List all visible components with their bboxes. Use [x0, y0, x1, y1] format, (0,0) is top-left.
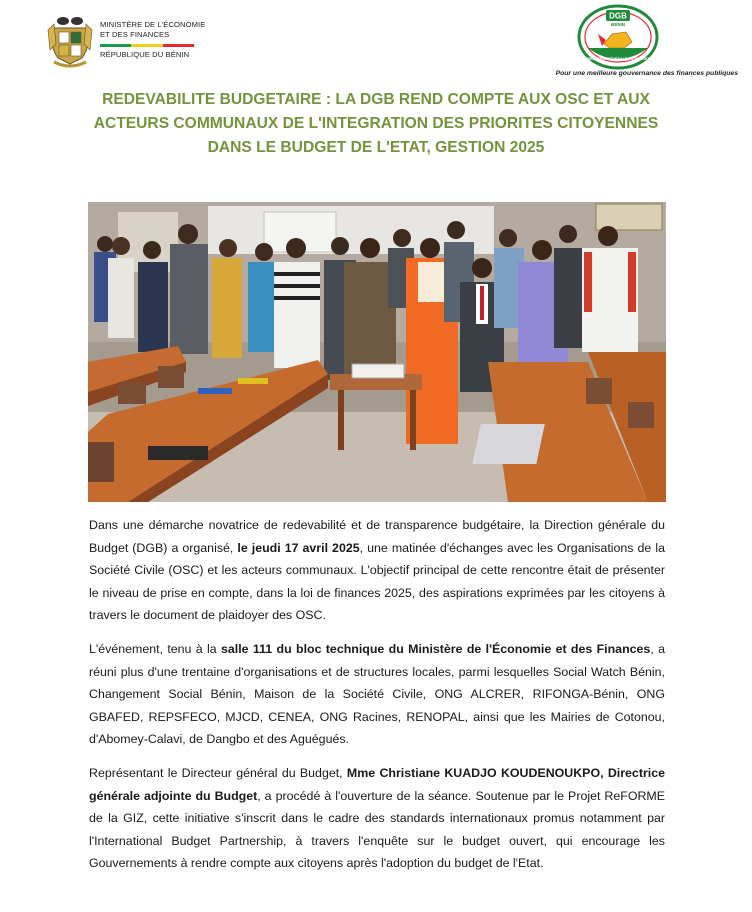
- event-photo: [88, 202, 666, 502]
- group-photo-image: [88, 202, 666, 502]
- paragraph-3: [89, 762, 665, 875]
- paragraph-3-text-a: Représentant le Directeur général du Budget,: [89, 765, 347, 780]
- ministry-name-line1: MINISTÈRE DE L'ÉCONOMIE: [100, 20, 206, 29]
- dgb-logo-arc-text: DIRECTION GÉNÉRALE DU BUDGET: [586, 57, 650, 61]
- article-body: [89, 514, 665, 886]
- ministry-block: [100, 20, 220, 60]
- ministry-name-line2: ET DES FINANCES: [100, 30, 170, 39]
- paragraph-1: [89, 514, 665, 627]
- paragraph-2: [89, 638, 665, 751]
- dgb-logo: [576, 4, 660, 70]
- article-title: REDEVABILITE BUDGETAIRE : LA DGB REND COMPTE AUX OSC ET AUX ACTEURS COMMUNAUX DE L'INTEGRATION DES PRIORITES CITOYENNES DANS LE BUDGET DE L'ETAT, GESTION 2025: [93, 91, 659, 156]
- paragraph-2-text-b: , a réuni plus d'une trentaine d'organisations et de structures locales, parmi lesquelles Social Watch Bénin, Changement Social Bénin, Maison de la Société Civile, ONG ALCRER, RIFONGA-Bénin, ONG GBAFED, REPSFECO, MJCD, CENEA, ONG Racines, RENOPAL, ainsi que les Mairies de Cotonou, d'Abomey-Calavi, de Dangbo et des Aguégués.: [89, 641, 665, 747]
- country-name: RÉPUBLIQUE DU BÉNIN: [100, 50, 190, 59]
- paragraph-2-text-a: L'événement, tenu à la: [89, 641, 221, 656]
- event-date: le jeudi 17 avril 2025: [237, 540, 360, 555]
- deputy-director-name: Mme Christiane KUADJO KOUDENOUKPO, Directrice générale adjointe du Budget: [89, 765, 665, 803]
- motto: Pour une meilleure gouvernance des finances publiques: [555, 70, 738, 77]
- dgb-logo-country: BÉNIN: [610, 22, 626, 27]
- benin-coat-of-arms-icon: [46, 14, 94, 68]
- paragraph-1-text-b: , une matinée d'échanges avec les Organisations de la Société Civile (OSC) et les acteurs communaux. L'objectif principal de cette rencontre était de présenter le niveau de prise en compte, dans la loi de finances 2025, des aspirations exprimées par les citoyens à travers le document de plaidoyer des OSC.: [89, 540, 665, 623]
- flag-color-bar: [100, 44, 194, 47]
- paragraph-3-text-b: , a procédé à l'ouverture de la séance. Soutenue par le Projet ReFORME de la GIZ, cette initiative s'inscrit dans le cadre des standards internationaux promus notamment par l'International Budget Partnership, à travers l'enquête sur le budget ouvert, qui encourage les Gouvernements à rendre compte aux citoyens après l'adoption du budget de l'Etat.: [89, 788, 665, 871]
- event-venue: salle 111 du bloc technique du Ministère de l'Économie et des Finances: [221, 641, 651, 656]
- document-header: [0, 0, 752, 88]
- dgb-logo-text: DGB: [609, 11, 627, 21]
- paragraph-1-text-a: Dans une démarche novatrice de redevabilité et de transparence budgétaire, la Direction générale du Budget (DGB) a organisé,: [89, 518, 665, 555]
